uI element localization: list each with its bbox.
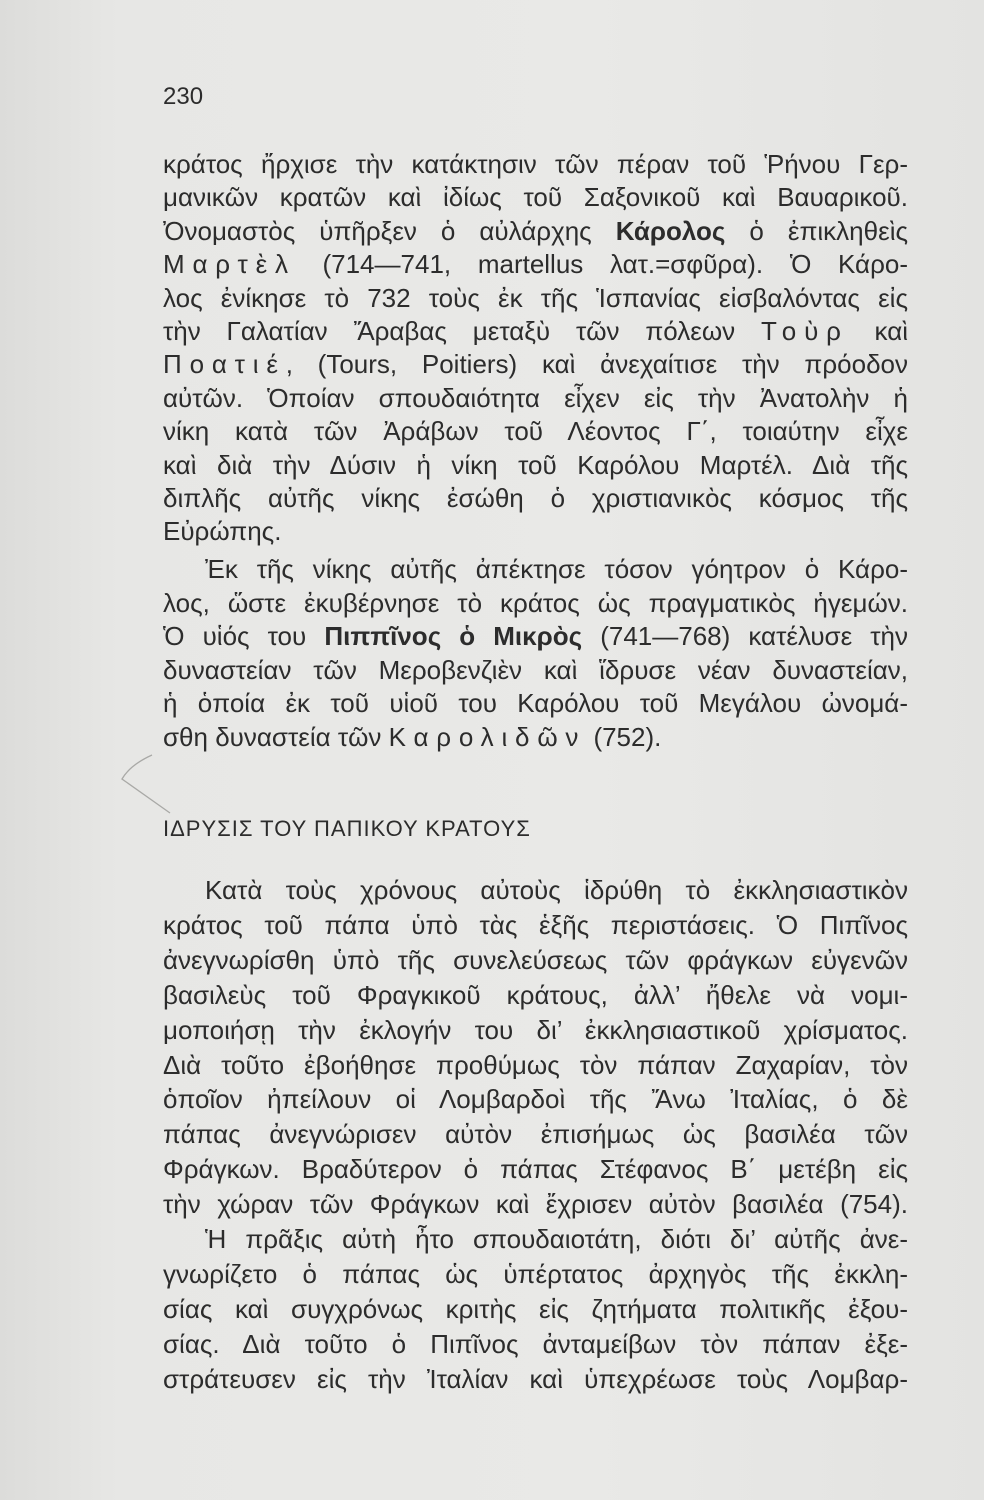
paragraph-pippin [163,553,908,755]
text-line: Φράγκων. Βραδύτερον ὁ πάπας Στέφανος Β΄ μετέβη εἰς [163,1154,908,1185]
text-line: μανικῶν κρατῶν καὶ ἰδίως τοῦ Σαξονικοῦ καὶ Βαυαρικοῦ. [163,182,908,213]
text-line [163,348,908,381]
bold-name: Κάρολος [615,215,726,246]
text-segment: καὶ [848,316,909,347]
text-line: ἡ ὁποία ἐκ τοῦ υἱοῦ του Καρόλου τοῦ Μεγάλου ὠνομά- [163,688,908,719]
text-segment: (714—741, martellus λατ.=σφῦρα). Ὁ Κάρο- [295,249,908,280]
text-segment: Ὁ υἱός του [163,621,325,652]
text-line: τὴν χώραν τῶν Φράγκων καὶ ἔχρισεν αὐτὸν βασιλέα (754). [163,1189,908,1220]
text-line [163,315,908,348]
text-line: ὁποῖον ἠπείλουν οἱ Λομβαρδοὶ τῆς Ἄνω Ἰταλίας, ὁ δὲ [163,1084,908,1115]
text-line: σίας καὶ συγχρόνως κριτὴς εἰς ζητήματα πολιτικῆς ἐξου- [163,1293,908,1324]
text-line: Διὰ τοῦτο ἐβοήθησε προθύμως τὸν πάπαν Ζαχαρίαν, τὸν [163,1049,908,1080]
text-line: Κατὰ τοὺς χρόνους αὐτοὺς ἱδρύθη τὸ ἐκκλησιαστικὸν [205,875,908,905]
text-segment: τὴν Γαλατίαν Ἄραβας μεταξὺ τῶν πόλεων [163,316,761,347]
text-line: καὶ διὰ τὴν Δύσιν ἡ νίκη τοῦ Καρόλου Μαρτέλ. Διὰ τῆς [163,449,908,480]
text-segment: σθη δυναστεία τῶν [163,721,389,752]
text-line: Ἐκ τῆς νίκης αὐτῆς ἀπέκτησε τόσον γόητρον ὁ Κάρο- [205,554,908,584]
paragraph-carolus-martel [163,148,908,549]
text-segment: , (Tours, Poitiers) καὶ ἀνεχαίτισε τὴν πρόοδον [285,349,908,380]
text-line: μοποιήσῃ τὴν ἐκλογήν του δι’ ἐκκλησιαστικοῦ χρίσματος. [163,1014,908,1045]
text-line: ἀνεγνωρίσθη ὑπὸ τῆς συνελεύσεως τῶν φράγκων εὐγενῶν [163,944,908,975]
text-line: δυναστείαν τῶν Μεροβενζιὲν καὶ ἵδρυσε νέαν δυναστείαν, [163,654,908,685]
page-number: 230 [163,83,204,110]
text-line: κράτος ἤρχισε τὴν κατάκτησιν τῶν πέραν τοῦ Ῥήνου Γερ- [163,149,908,179]
text-segment: Ὀνομαστὸς ὑπῆρξεν ὁ αὐλάρχης [163,215,616,246]
text-line [163,620,908,654]
text-line: διπλῆς αὐτῆς νίκης ἐσώθη ὁ χριστιανικὸς κόσμος τῆς [163,483,908,514]
text-line: κράτος τοῦ πάπα ὑπὸ τὰς ἑξῆς περιστάσεις. Ὁ Πιπῖνος [163,909,908,940]
text-segment: (741—768) κατέλυσε τὴν [582,621,908,652]
spaced-word: Μαρτὲλ [163,249,296,280]
text-segment: ὁ ἐπικληθεὶς [725,215,908,246]
section-heading: ΙΔΡΥΣΙΣ ΤΟΥ ΠΑΠΙΚΟΥ ΚΡΑΤΟΥΣ [163,816,531,841]
text-line: σίας. Διὰ τοῦτο ὁ Πιπῖνος ἀνταμείβων τὸν πάπαν ἐξε- [163,1328,908,1359]
text-line: γνωρίζετο ὁ πάπας ὡς ὑπέρτατος ἀρχηγὸς τῆς ἐκκλη- [163,1258,908,1289]
text-segment: (752). [586,721,662,752]
text-line [163,721,908,755]
text-line: Ἡ πρᾶξις αὐτὴ ἦτο σπουδαιοτάτη, διότι δι’ αὐτῆς ἀνε- [205,1224,908,1255]
text-line: λος ἐνίκησε τὸ 732 τοὺς ἐκ τῆς Ἱσπανίας εἰσβαλόντας εἰς [163,282,908,313]
text-line: Εὐρώπης. [163,516,282,547]
text-line: λος, ὥστε ἐκυβέρνησε τὸ κράτος ὡς πραγματικὸς ἡγεμών. [163,587,908,618]
text-line [163,215,908,248]
text-line: νίκη κατὰ τῶν Ἀράβων τοῦ Λέοντος Γ΄, τοιαύτην εἶχε [163,416,908,447]
text-line [163,248,908,281]
text-line: βασιλεὺς τοῦ Φραγκικοῦ κράτους, ἀλλ’ ἤθελε νὰ νομι- [163,979,908,1010]
spaced-word: Καρολιδῶν [388,721,587,752]
paragraph-papal-state [163,873,908,1397]
text-line: αὐτῶν. Ὁποίαν σπουδαιότητα εἶχεν εἰς τὴν Ἀνατολὴν ἡ [163,382,908,413]
pencil-mark [100,745,190,825]
spaced-word: Ποατιέ [163,349,286,380]
bold-name: Πιππῖνος ὁ Μικρὸς [324,621,583,652]
text-line: στράτευσεν εἰς τὴν Ἰταλίαν καὶ ὑπεχρέωσε τοὺς Λομβαρ- [163,1363,908,1394]
text-line: πάπας ἀνεγνώρισεν αὐτὸν ἐπισήμως ὡς βασιλέα τῶν [163,1119,908,1150]
spaced-word: Τοὺρ [760,316,849,347]
